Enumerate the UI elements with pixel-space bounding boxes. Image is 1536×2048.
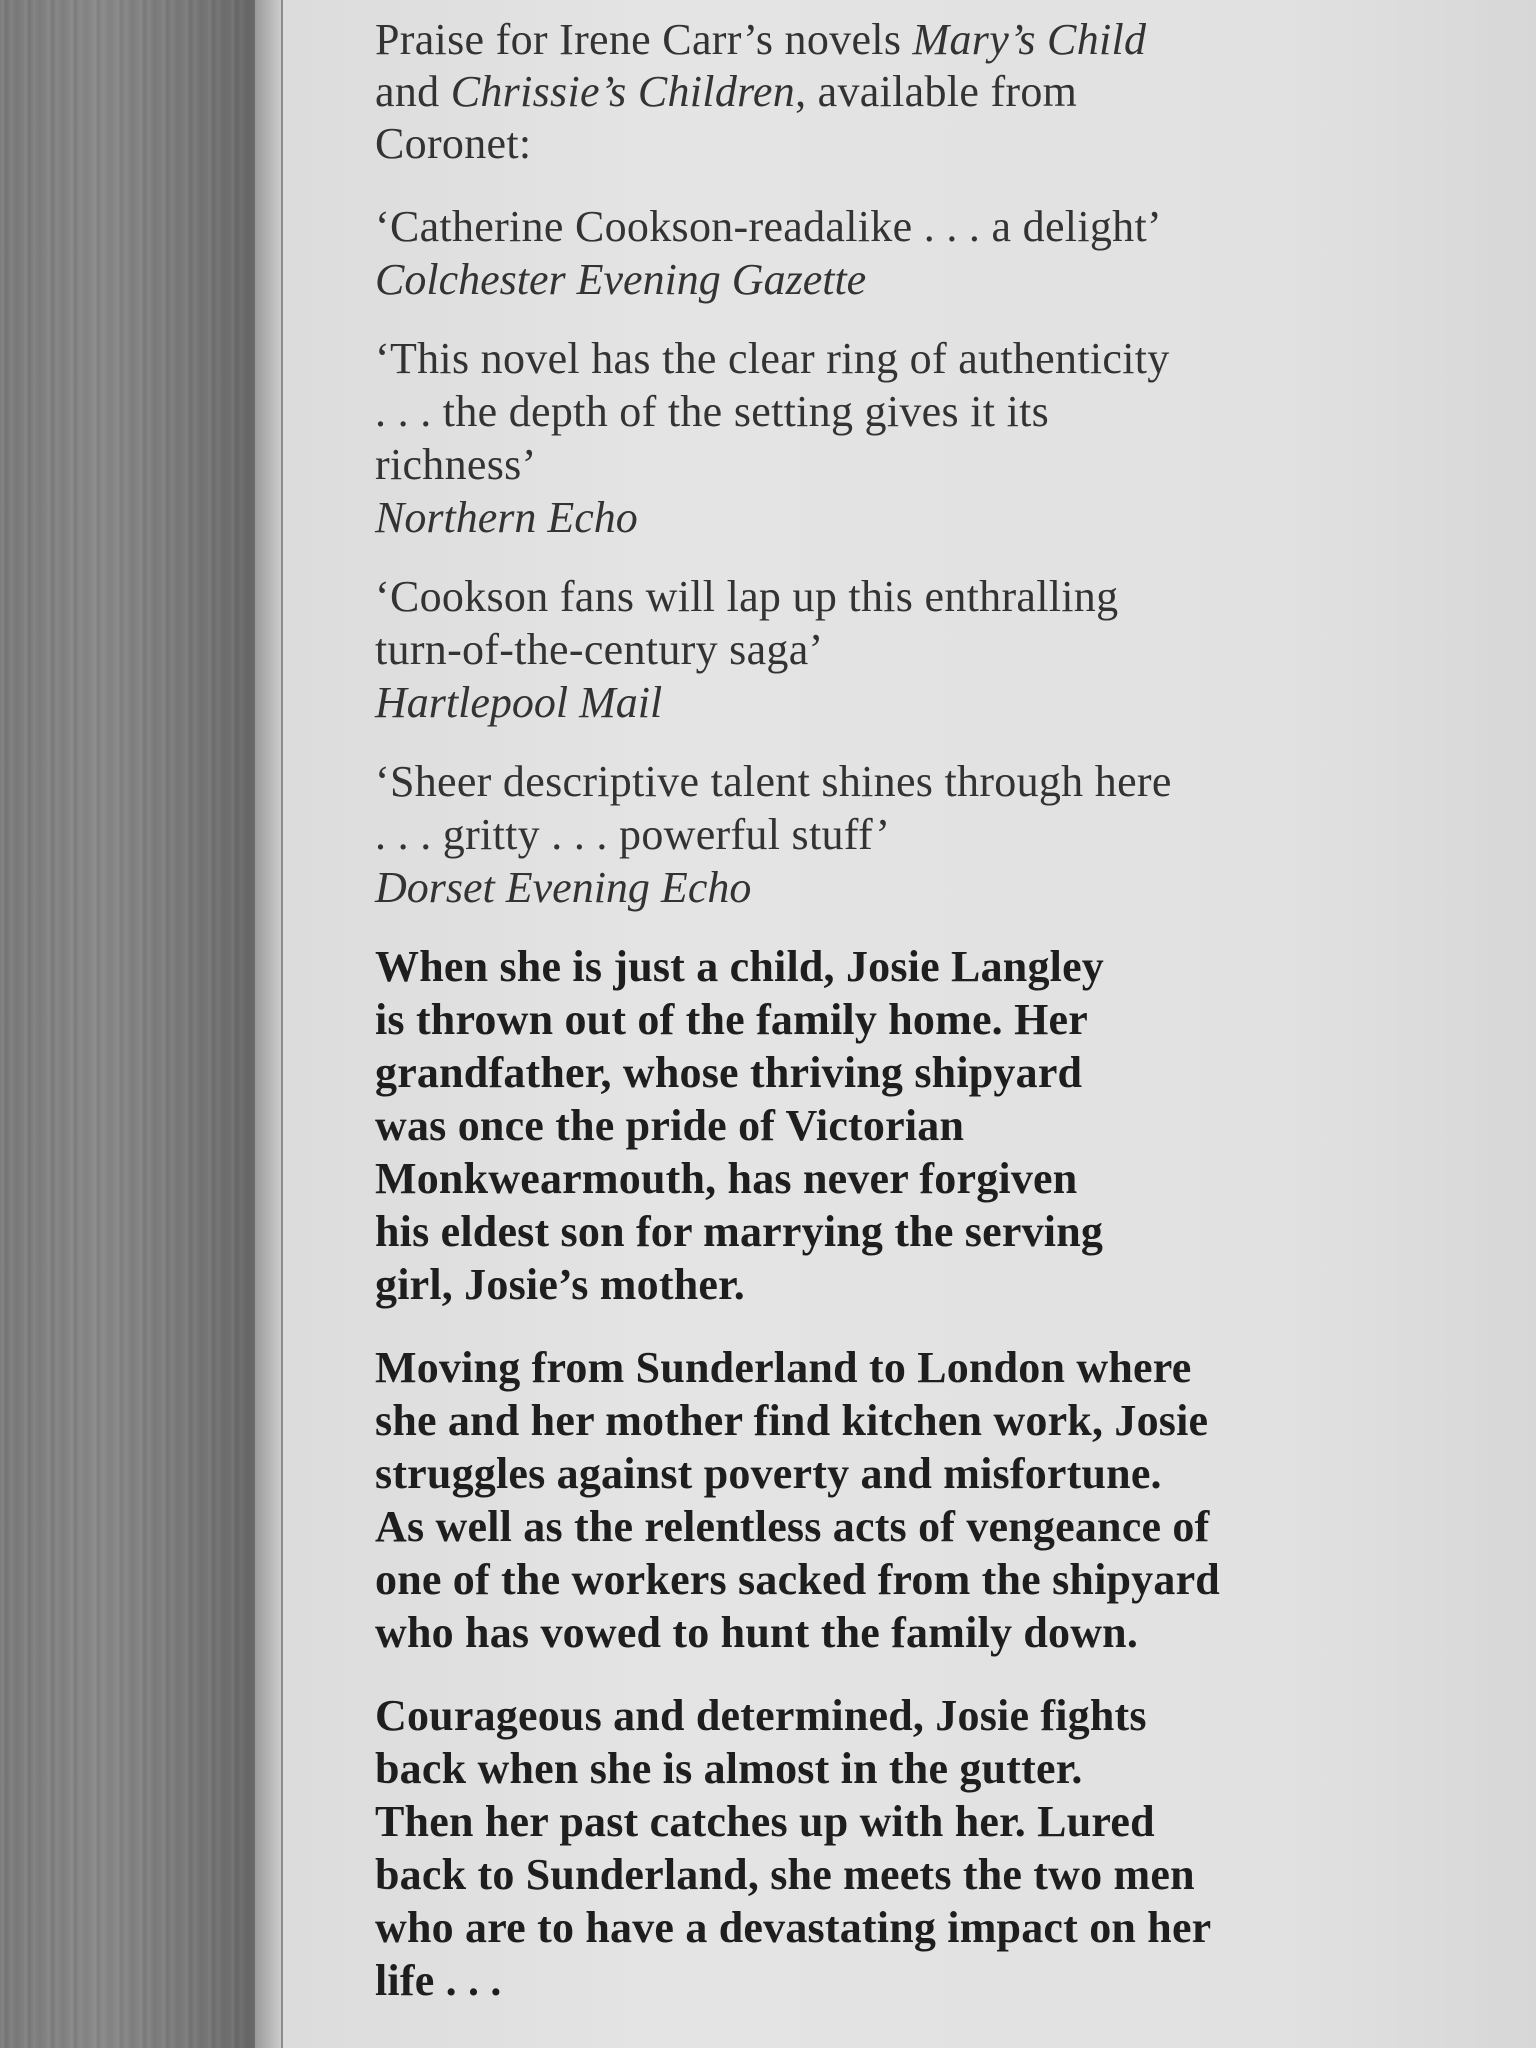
review-2 — [375, 332, 1495, 544]
review-quote: ‘This novel has the clear ring of authenticity . . . the depth of the setting gives it its richness’ — [375, 334, 1170, 489]
wood-background — [0, 0, 290, 2048]
blurb-paragraph-2: Moving from Sunderland to London where she and her mother find kitchen work, Josie struggles against poverty and misfortune. As well as the relentless acts of vengeance of one of the workers sacked from the shipyard who has vowed to hunt the family down. — [375, 1343, 1220, 1657]
review-quote: ‘Sheer descriptive talent shines through here . . . gritty . . . powerful stuff’ — [375, 757, 1172, 859]
back-cover-text — [375, 14, 1495, 2037]
review-source: Dorset Evening Echo — [375, 863, 752, 912]
praise-text: Praise for Irene Carr’s novels — [375, 15, 913, 64]
blurb-paragraph-3: Courageous and determined, Josie fights back when she is almost in the gutter. Then her past catches up with her. Lured back to Sunderland, she meets the two men who are to have a devastating impact on her life . . . — [375, 1691, 1212, 2005]
publisher: Coronet: — [375, 119, 532, 168]
praise-heading — [375, 14, 1495, 170]
review-3 — [375, 570, 1495, 729]
review-4 — [375, 755, 1495, 914]
review-quote: ‘Catherine Cookson-readalike . . . a delight’ — [375, 202, 1162, 251]
review-quote: ‘Cookson fans will lap up this enthralling turn-of-the-century saga’ — [375, 572, 1119, 674]
review-source: Hartlepool Mail — [375, 678, 663, 727]
review-source: Northern Echo — [375, 493, 638, 542]
book-title: Chrissie’s Children — [450, 67, 796, 116]
review-1 — [375, 200, 1495, 306]
review-source: Colchester Evening Gazette — [375, 255, 867, 304]
blurb-paragraph-1: When she is just a child, Josie Langley is thrown out of the family home. Her grandfather, whose thriving shipyard was once the pride of Victorian Monkwearmouth, has never forgiven his eldest son for marrying the serving girl, Josie’s mother. — [375, 942, 1105, 1309]
praise-text: , available from — [795, 67, 1078, 116]
book-title: Mary’s Child — [912, 15, 1147, 64]
praise-text: and — [375, 67, 451, 116]
